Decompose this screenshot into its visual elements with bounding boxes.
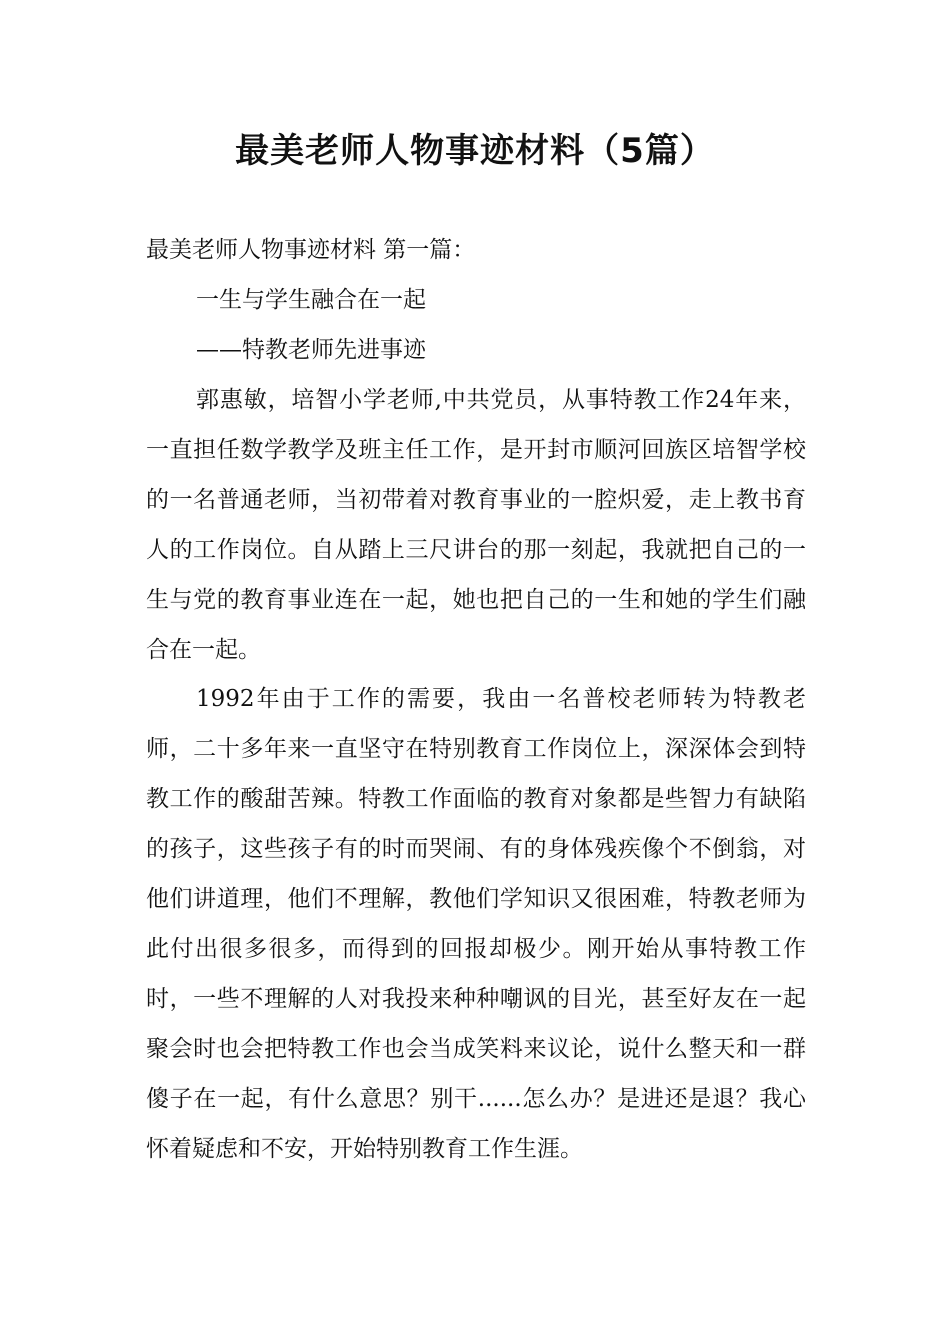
article-subtitle: 一生与学生融合在一起 [196,287,426,313]
body-paragraph: 郭惠敏，培智小学老师,中共党员，从事特教工作24年来，一直担任数学教学及班主任工作，是开封市顺河回族区培智学校的一名普通老师，当初带着对教育事业的一腔炽爱，走上教书育人的工作岗位。自从踏上三尺讲台的那一刻起，我就把自己的一生与党的教育事业连在一起，她也把自己的一生和她的学生们融合在一起。 [146,387,806,663]
section-heading: 最美老师人物事迹材料 第一篇： [146,237,476,263]
article-byline: ——特教老师先进事迹 [196,337,426,363]
body-paragraph: 1992年由于工作的需要，我由一名普校老师转为特教老师，二十多年来一直坚守在特别教育工作岗位上，深深体会到特教工作的酸甜苦辣。特教工作面临的教育对象都是些智力有缺陷的孩子，这些孩子有的时而哭闹、有的身体残疾像个不倒翁，对他们讲道理，他们不理解，教他们学知识又很困难，特教老师为此付出很多很多，而得到的回报却极少。刚开始从事特教工作时，一些不理解的人对我投来种种嘲讽的目光，甚至好友在一起聚会时也会把特教工作也会当成笑料来议论，说什么整天和一群傻子在一起，有什么意思？别干......怎么办？是进还是退？我心怀着疑虑和不安，开始特别教育工作生涯。 [146,686,806,1162]
document-title: 最美老师人物事迹材料（5篇） [235,131,715,171]
